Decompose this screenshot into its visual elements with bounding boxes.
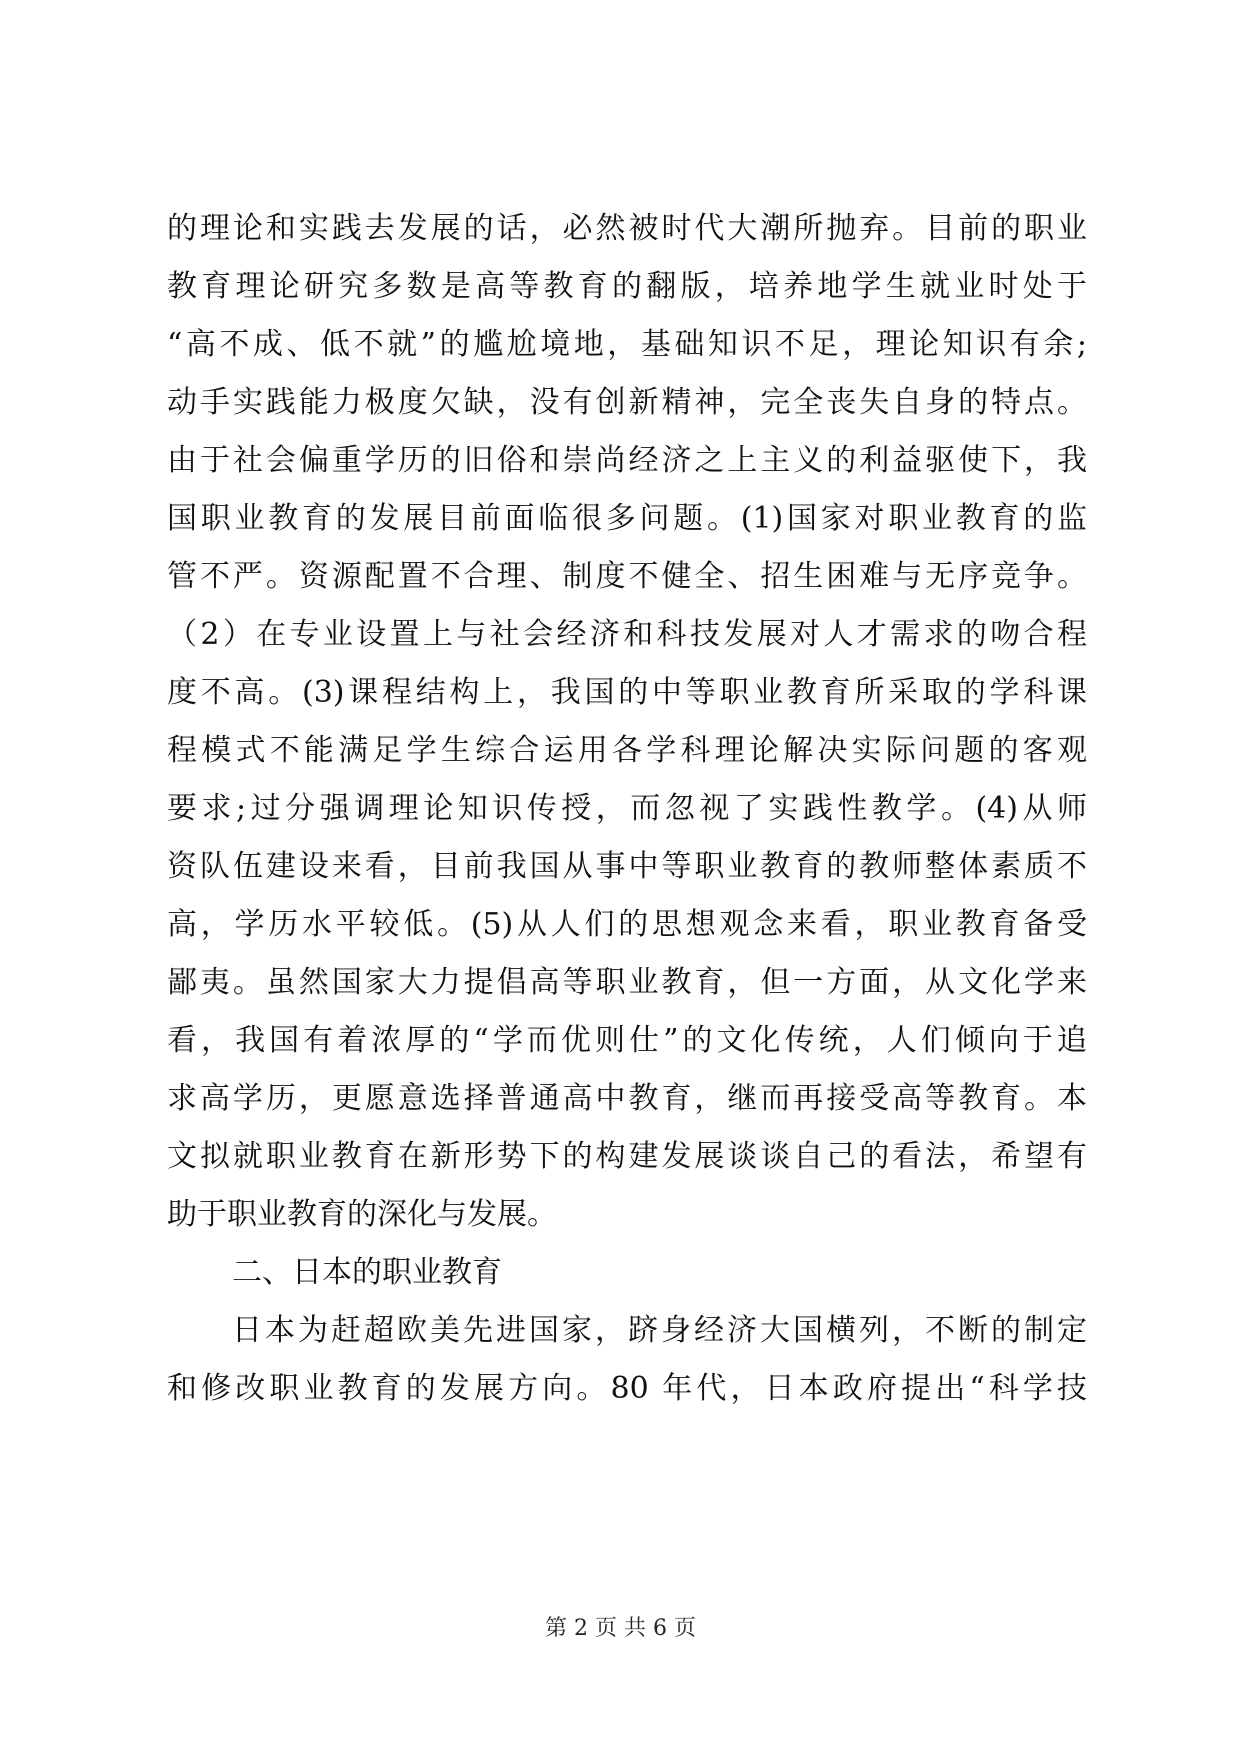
body-text-line: 国职业教育的发展目前面临很多问题。(1)国家对职业教育的监 <box>167 501 1087 536</box>
page-number-footer: 第 2 页 共 6 页 <box>545 1616 696 1641</box>
body-text-line: 助于职业教育的深化与发展。 <box>167 1197 557 1232</box>
body-text-line: 管不严。资源配置不合理、制度不健全、招生困难与无序竞争。 <box>167 559 1087 594</box>
body-text-line: 度不高。(3)课程结构上，我国的中等职业教育所采取的学科课 <box>167 675 1087 710</box>
body-text-line: 日本为赶超欧美先进国家，跻身经济大国横列，不断的制定 <box>232 1313 1087 1348</box>
section-heading: 二、日本的职业教育 <box>232 1255 502 1290</box>
body-text-line: 看，我国有着浓厚的“学而优则仕”的文化传统，人们倾向于追 <box>167 1023 1087 1058</box>
body-text-line: 资队伍建设来看，目前我国从事中等职业教育的教师整体素质不 <box>167 849 1087 884</box>
body-text-line: 和修改职业教育的发展方向。80 年代，日本政府提出“科学技 <box>167 1371 1087 1406</box>
body-text-line: 教育理论研究多数是高等教育的翻版，培养地学生就业时处于 <box>167 269 1087 304</box>
body-text-line: 由于社会偏重学历的旧俗和崇尚经济之上主义的利益驱使下，我 <box>167 443 1087 478</box>
body-text-line: 动手实践能力极度欠缺，没有创新精神，完全丧失自身的特点。 <box>167 385 1087 420</box>
body-text-line: 求高学历，更愿意选择普通高中教育，继而再接受高等教育。本 <box>167 1081 1087 1116</box>
body-text-line: 的理论和实践去发展的话，必然被时代大潮所抛弃。目前的职业 <box>167 211 1087 246</box>
body-text-line: “高不成、低不就”的尴尬境地，基础知识不足，理论知识有余; <box>167 327 1087 362</box>
body-text-line: 高，学历水平较低。(5)从人们的思想观念来看，职业教育备受 <box>167 907 1087 942</box>
body-text-line: 鄙夷。虽然国家大力提倡高等职业教育，但一方面，从文化学来 <box>167 965 1087 1000</box>
body-text-line: 程模式不能满足学生综合运用各学科理论解决实际问题的客观 <box>167 733 1087 768</box>
body-text-line: 文拟就职业教育在新形势下的构建发展谈谈自己的看法，希望有 <box>167 1139 1087 1174</box>
body-text-line: 要求;过分强调理论知识传授，而忽视了实践性教学。(4)从师 <box>167 791 1087 826</box>
body-text-line: （2）在专业设置上与社会经济和科技发展对人才需求的吻合程 <box>167 617 1087 652</box>
